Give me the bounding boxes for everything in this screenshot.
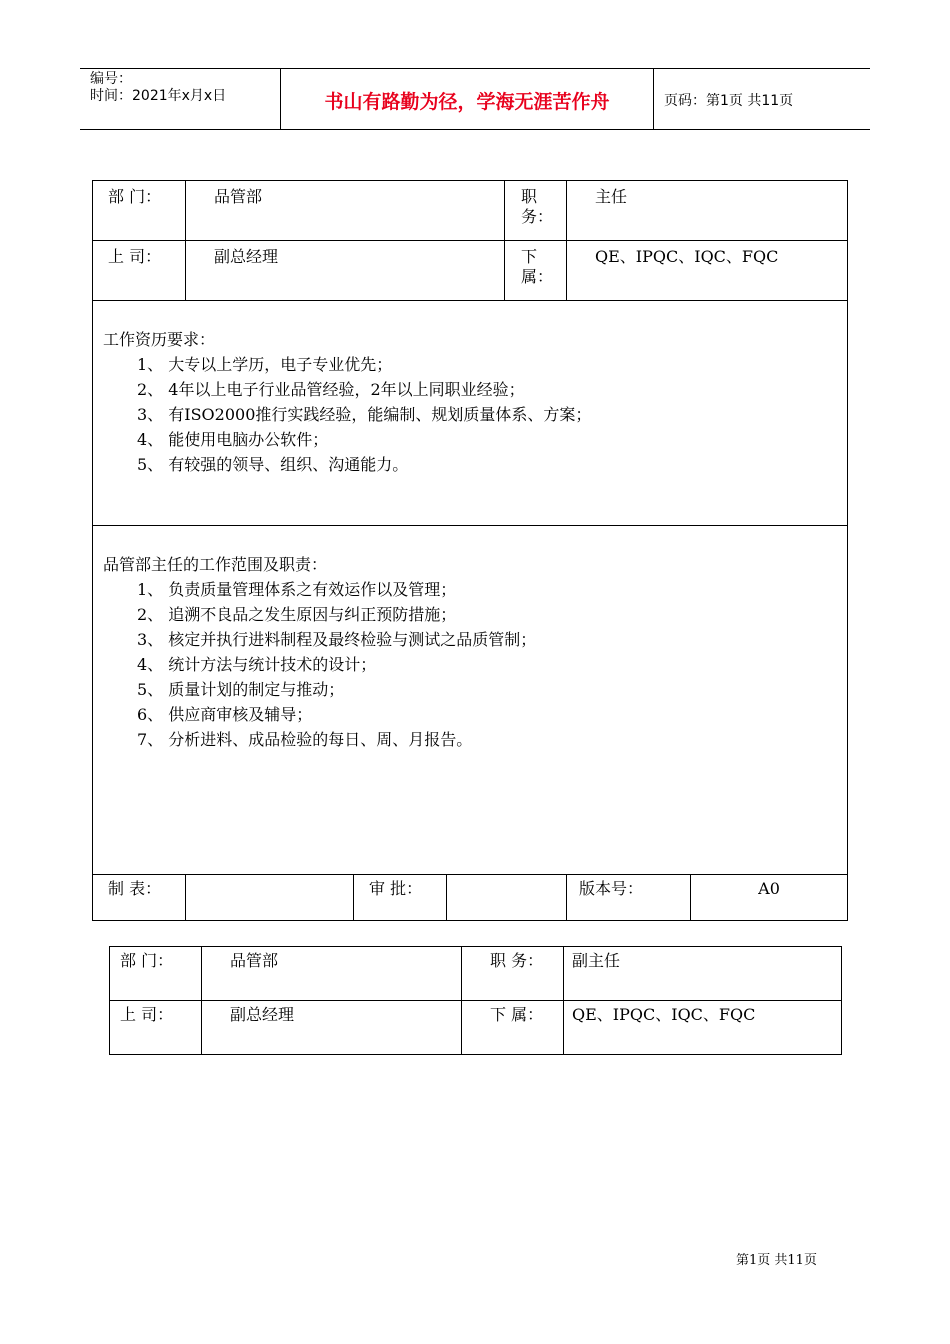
- list-item: 5、 有较强的领导、组织、沟通能力。: [137, 455, 409, 474]
- number-label: 编号：: [90, 71, 132, 87]
- dept-label: 部 门：: [93, 181, 186, 241]
- page-header: [80, 68, 870, 130]
- list-item: 1、 负责质量管理体系之有效运作以及管理；: [137, 580, 457, 599]
- requirements-list: [103, 352, 847, 477]
- row-boss: [93, 241, 848, 301]
- version-value: A0: [691, 875, 848, 921]
- row-dept: [93, 181, 848, 241]
- duties-section: [93, 526, 848, 875]
- header-page-info: 页码：第1页 共11页: [664, 93, 794, 109]
- list-item: 3、 核定并执行进料制程及最终检验与测试之品质管制；: [137, 630, 537, 649]
- boss-value: 副总经理: [186, 241, 505, 301]
- list-item: 5、 质量计划的制定与推动；: [137, 680, 345, 699]
- row-signoff: [93, 875, 848, 921]
- boss-label: 上 司：: [93, 241, 186, 301]
- list-item: 3、 有ISO2000推行实践经验，能编制、规划质量体系、方案；: [137, 405, 592, 424]
- list-item: 4、 能使用电脑办公软件；: [137, 430, 329, 449]
- header-meta: [80, 69, 281, 129]
- version-label: 版本号：: [567, 875, 691, 921]
- row-boss: [110, 1001, 842, 1055]
- position-value: 副主任: [564, 947, 842, 1001]
- boss-label: 上 司：: [110, 1001, 202, 1055]
- row-duties: [93, 526, 848, 875]
- position-value: 主任: [567, 181, 848, 241]
- header-motto: 书山有路勤为径，学海无涯苦作舟: [281, 69, 654, 129]
- time-label: 时间：2021年x月x日: [90, 88, 227, 104]
- list-item: 1、 大专以上学历，电子专业优先；: [137, 355, 393, 374]
- row-requirements: [93, 301, 848, 526]
- sub-label: 下 属：: [462, 1001, 564, 1055]
- dept-value: 品管部: [186, 181, 505, 241]
- list-item: 7、 分析进料、成品检验的每日、周、月报告。: [137, 730, 473, 749]
- approve-label: 审 批：: [354, 875, 447, 921]
- maker-value: [186, 875, 354, 921]
- job-description-table: [92, 180, 848, 921]
- row-dept: [110, 947, 842, 1001]
- requirements-title: 工作资历要求：: [103, 330, 216, 349]
- boss-value: 副总经理: [202, 1001, 462, 1055]
- dept-label: 部 门：: [110, 947, 202, 1001]
- approve-value: [447, 875, 567, 921]
- list-item: 2、 4年以上电子行业品管经验，2年以上同职业经验；: [137, 380, 525, 399]
- sub-value: QE、IPQC、IQC、FQC: [564, 1001, 842, 1055]
- duties-title: 品管部主任的工作范围及职责：: [103, 555, 328, 574]
- job-description-table-2: [109, 946, 842, 1055]
- list-item: 2、 追溯不良品之发生原因与纠正预防措施；: [137, 605, 457, 624]
- maker-label: 制 表：: [93, 875, 186, 921]
- list-item: 6、 供应商审核及辅导；: [137, 705, 313, 724]
- dept-value: 品管部: [202, 947, 462, 1001]
- list-item: 4、 统计方法与统计技术的设计；: [137, 655, 377, 674]
- position-label: 职 务：: [505, 181, 567, 241]
- requirements-section: [93, 301, 848, 526]
- sub-label: 下 属：: [505, 241, 567, 301]
- sub-value: QE、IPQC、IQC、FQC: [567, 241, 848, 301]
- duties-list: [103, 577, 847, 752]
- page-footer: 第1页 共11页: [736, 1253, 817, 1268]
- position-label: 职 务：: [462, 947, 564, 1001]
